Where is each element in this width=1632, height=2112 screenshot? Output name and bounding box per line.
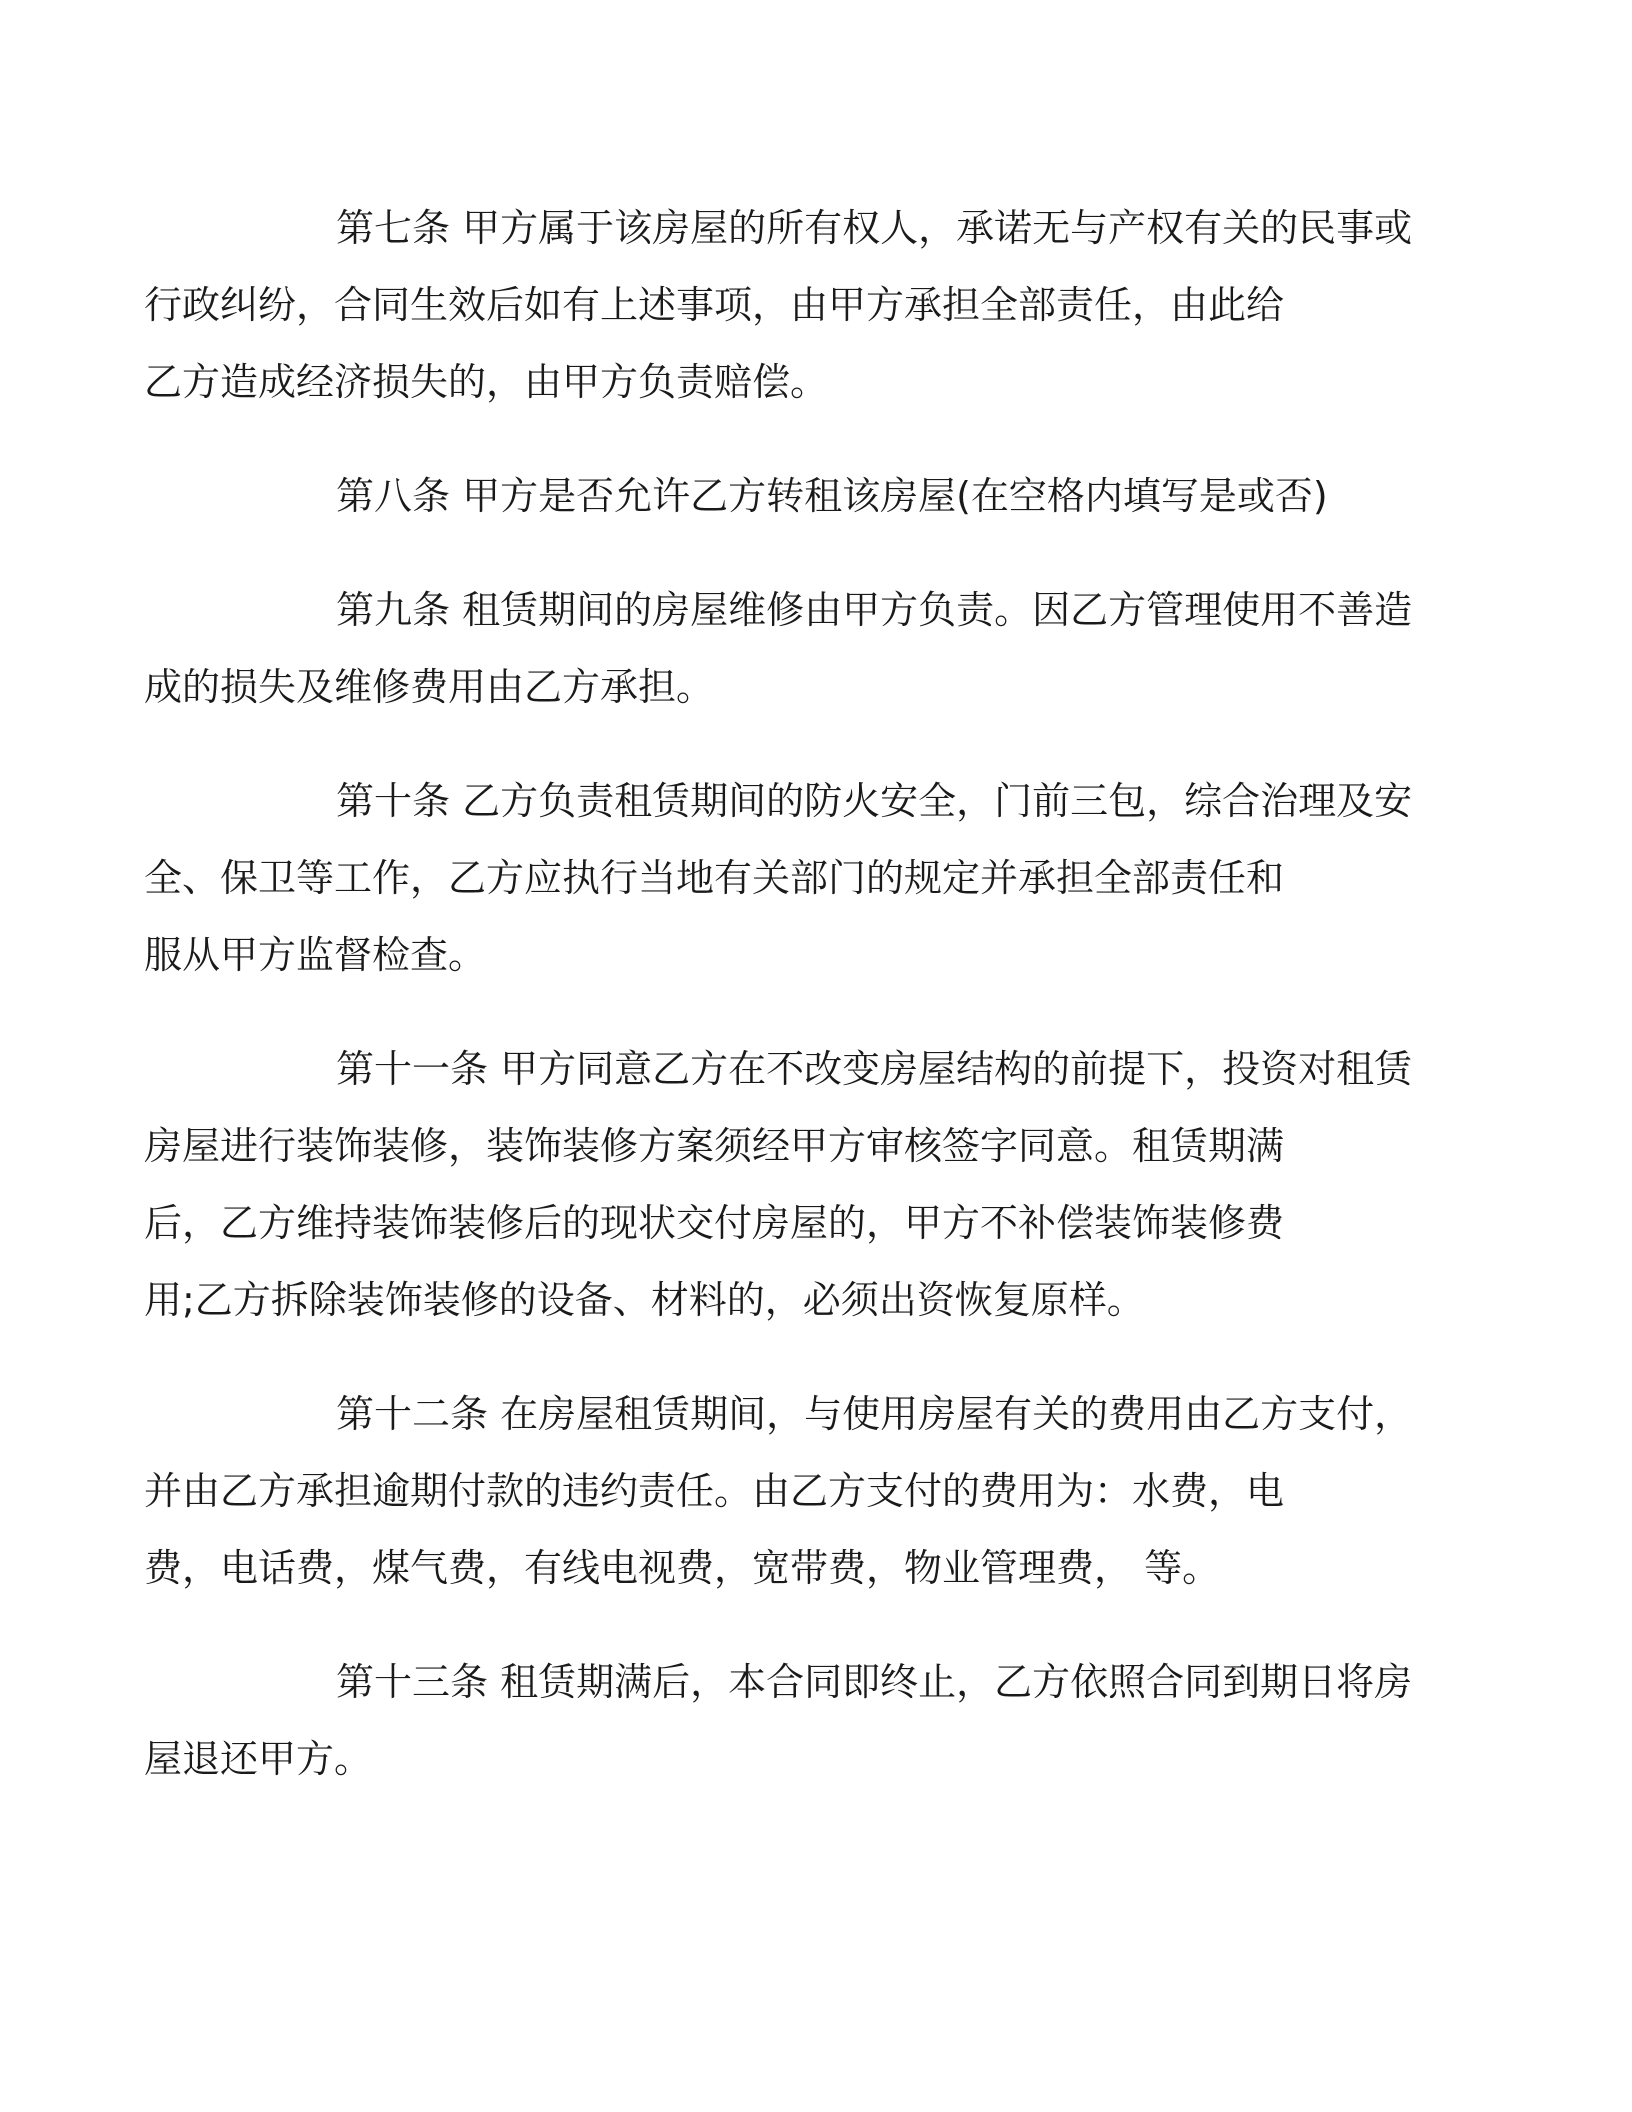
paragraph-line: 行政纠纷，合同生效后如有上述事项，由甲方承担全部责任，由此给 <box>144 283 1285 327</box>
paragraph-line: 并由乙方承担逾期付款的违约责任。由乙方支付的费用为：水费，电 <box>144 1469 1285 1513</box>
clause-11-paragraph <box>144 1031 1413 1339</box>
clause-7-paragraph <box>144 190 1413 421</box>
paragraph-line: 成的损失及维修费用由乙方承担。 <box>144 665 715 709</box>
paragraph-line: 房屋进行装饰装修，装饰装修方案须经甲方审核签字同意。租赁期满 <box>144 1124 1285 1168</box>
paragraph-line: 费，电话费，煤气费，有线电视费，宽带费，物业管理费， 等。 <box>144 1546 1221 1590</box>
paragraph-line: 服从甲方监督检查。 <box>144 933 487 977</box>
paragraph-line: 用;乙方拆除装饰装修的设备、材料的，必须出资恢复原样。 <box>144 1278 1145 1322</box>
paragraph-line: 第十二条 在房屋租赁期间，与使用房屋有关的费用由乙方支付， <box>336 1392 1413 1436</box>
clause-9-paragraph <box>144 572 1413 726</box>
clause-13-paragraph <box>144 1644 1413 1798</box>
paragraph-line: 第十三条 租赁期满后，本合同即终止，乙方依照合同到期日将房 <box>336 1660 1413 1704</box>
paragraph-line: 屋退还甲方。 <box>144 1737 373 1781</box>
paragraph-line: 乙方造成经济损失的，由甲方负责赔偿。 <box>144 360 829 404</box>
paragraph-line: 全、保卫等工作，乙方应执行当地有关部门的规定并承担全部责任和 <box>144 856 1285 900</box>
paragraph-line: 第七条 甲方属于该房屋的所有权人，承诺无与产权有关的民事或 <box>336 206 1413 250</box>
paragraph-line: 第十条 乙方负责租赁期间的防火安全，门前三包，综合治理及安 <box>336 779 1413 823</box>
document-body <box>144 190 1413 1835</box>
clause-8-paragraph <box>240 458 1390 535</box>
paragraph-line: 第九条 租赁期间的房屋维修由甲方负责。因乙方管理使用不善造 <box>336 588 1413 632</box>
clause-12-paragraph <box>144 1376 1413 1607</box>
paragraph-line: 后，乙方维持装饰装修后的现状交付房屋的，甲方不补偿装饰装修费 <box>144 1201 1285 1245</box>
paragraph-line: 第十一条 甲方同意乙方在不改变房屋结构的前提下，投资对租赁 <box>336 1047 1413 1091</box>
clause-10-paragraph <box>144 763 1413 994</box>
paragraph-line: 第八条 甲方是否允许乙方转租该房屋(在空格内填写是或否) <box>336 474 1328 518</box>
